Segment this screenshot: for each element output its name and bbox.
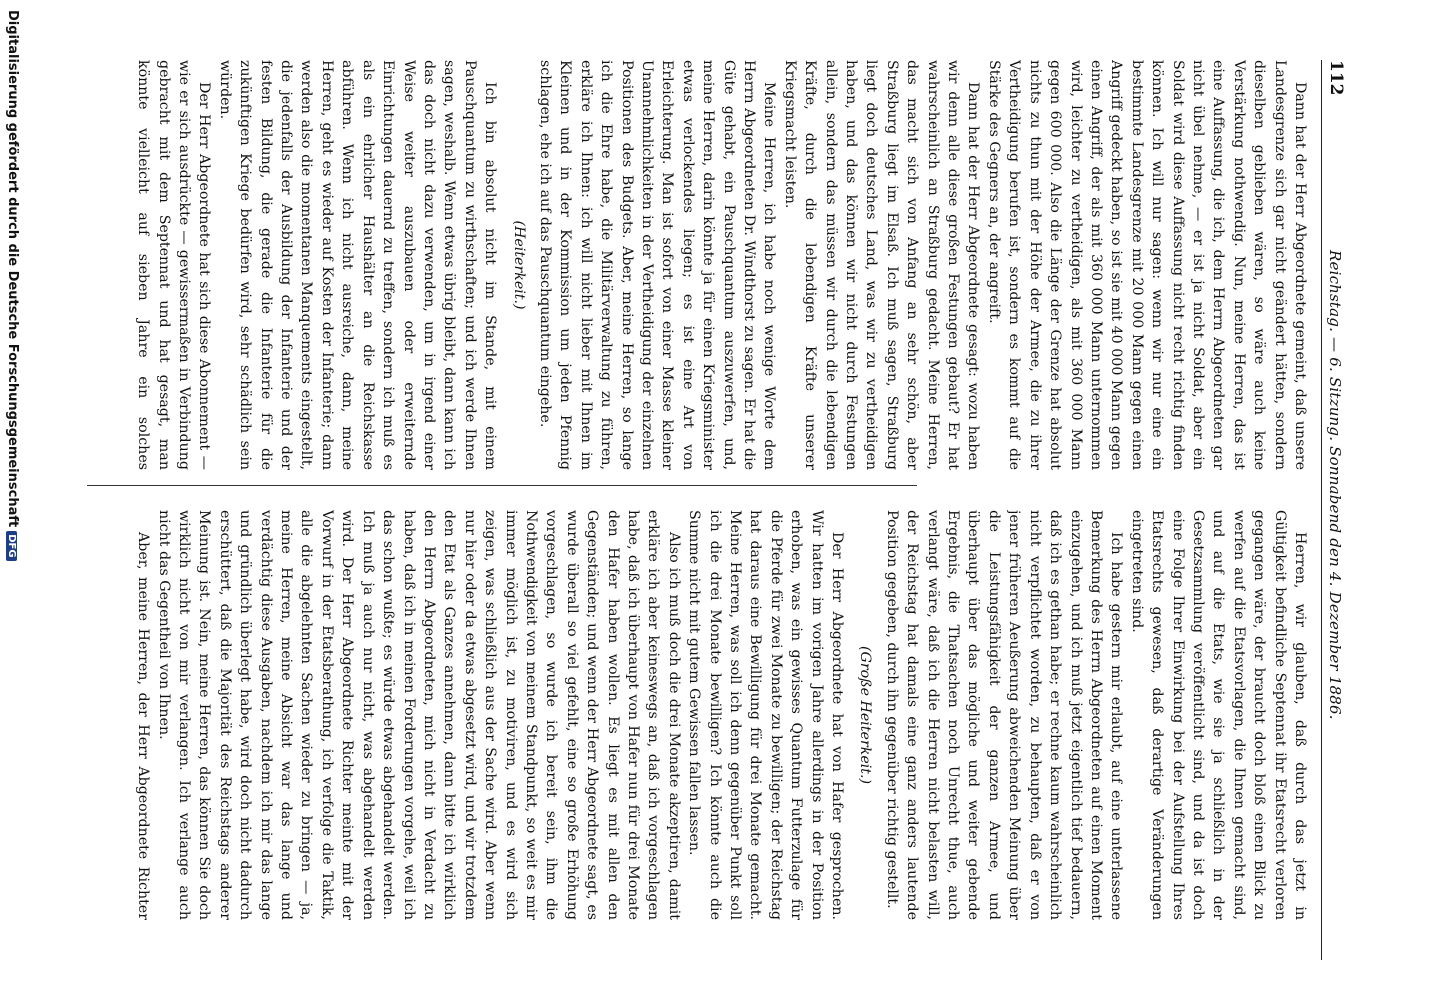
column-divider xyxy=(87,485,917,486)
paragraph: Der Herr Abgeordnete hat sich diese Abonnement — wie er sich ausdrückte — gewissermaßen in Verbindung gebracht mit dem Septennat und hat gesagt, man könnte vielleicht auf sieben Jahre ein solches xyxy=(135,60,213,470)
paragraph: Also ich muß doch die drei Monate akzeptiren, damit erkläre ich aber keineswegs an, daß ich vorgeschlagen habe, daß ich überhaupt von Hafer nun für drei Monate den Hafer haben wollen. Es liegt es mit allen den Gegenständen; und wenn der Herr Abgeordnete sagt, es wurde überall so viel gefehlt, eine so große Erhöhung vorgeschlagen, so wurde ich bereit sein, ihm die Nothwendigkeit von meinem Standpunkt, so weit es mir immer möglich ist, zu motiviren, und es wird sich zeigen, was schließlich aus der Sache wird. Aber wenn nur hier oder da etwas abgesetzt wird, und wir trotzdem den Etat als Ganzes annehmen, dann bitte ich wirklich den Herrn Abgeordneten, mich nicht in Verdacht zu haben, daß ich in meinen Forderungen vorgehe, weil ich das schon wußte; es würde etwas abgehandelt werden. Ich muß ja auch nur nicht, was abgehandelt werden wird. Der Herr Abgeordnete Richter meinte mit der Vorwurf in der Etatsberathung, ich verfolge die Taktik, alle die abgelehnten Sachen wieder zu bringen — ja, meine Herren, meine Absicht war das lange und verdächtig diese Ausgaben, nachdem ich mir das lange und gründlich überlegt habe, wird doch nicht dadurch erschüttert, daß die Majorität des Reichstags anderer Meinung ist. Nein, meine Herren, das können Sie doch wirklich nicht von mir verlangen. Ich verlange auch nicht das Gegentheil von Ihnen. xyxy=(155,510,682,920)
paragraph: Meine Herren, ich habe noch wenige Worte dem Herrn Abgeordneten Dr. Windthorst zu sagen. Er hat die Güte gehabt, ein Pauschquantum auszuwerfen, und, meine Herren, darin könnte ja für einen Kriegsminister etwas verlockendes liegen; es ist eine Art von Erleichterung. Man ist sofort von einer Masse kleiner Unannehmlichkeiten in der Vertheidigung der einzelnen Positionen des Budgets. Aber, meine Herren, so lange ich die Ehre habe, die Militärverwaltung zu führen, erkläre ich Ihnen: ich will nicht lieber mit Ihnen im Kleinen und in der Kommission um jeden Pfennig schlagen, ehe ich auf das Pauschquantum eingehe. xyxy=(536,60,778,470)
paragraph: Herren, wir glauben, daß durch das jetzt in Gültigkeit befindliche Septennat ihr Etatsrecht verloren gegangen wäre, der braucht doch bloß einen Blick zu werfen auf die Etatsvorlagen, die Ihnen gemacht sind, und auf die Etats, wie sie ja schließlich in der Gesetzsammlung veröffentlicht sind, und da ist doch eine Folge Ihrer Einwirkung bei der Aufstellung Ihres Etatsrechts gewesen, daß derartige Veränderungen eingetreten sind. xyxy=(1128,510,1308,920)
paragraph: Aber, meine Herren, der Herr Abgeordnete Richter xyxy=(135,532,152,920)
left-column xyxy=(135,60,1310,470)
page-number: 112 xyxy=(1326,60,1346,96)
paragraph: Der Herr Abgeordnete hat von Hafer gesprochen. Wir hatten im vorigen Jahre allerdings in der Position erhoben, was ein gewisses Quantum Futterzulage für die Pferde für zwei Monate zu bewilligen; der Reichstag hat daraus eine Bewilligung für drei Monate gemacht. Meine Herren, was soll ich denn gegenüber Punkt soll ich die drei Monate bewilligen? Ich könnte auch die Summe nicht mit gutem Gewissen fallen lassen. xyxy=(686,510,846,920)
paragraph: Dann hat der Herr Abgeordnete gemeint, daß unsere Landesgrenze sich gar nicht geändert hätten, sondern dieselben geblieben wären, so wäre auch keine Verstärkung nothwendig. Nun, meine Herren, das ist eine Auffassung, die ich, dem Herrn Abgeordneten gar nicht übel nehme, — er ist ja nicht Soldat, aber ein Soldat wird diese Auffassung nicht recht richtig finden können. Ich will nur sagen: wenn wir nur eine ein bestimmte Landesgrenze mit 20 000 Mann gegen einen Angriff gedeckt haben, so ist sie mit 40 000 Mann gegen einen Angriff, der als mit 360 000 Mann unternommen wird, leichter zu vertheidigen, als mit 360 000 Mann gegen 600 000. Also die Länge der Grenze hat absolut nichts zu thun mit der Höhe der Armee, die zu ihrer Vertheidigung berufen ist, sondern es kommt auf die Stärke des Gegners an, der angreift. xyxy=(985,60,1308,470)
running-head: Reichstag. — 6. Sitzung. Sonnabend den 4. Dezember 1886. xyxy=(1326,250,1344,720)
paragraph: Ich bin absolut nicht im Stande, mit einem Pauschquantum zu wirthschaften; und ich werde Ihnen sagen, weshalb. Wenn etwas übrig bleibt, dann kann ich das doch nicht dazu verwenden, um in irgend einer Weise weiter auszubauen oder erweiternde Einrichtungen dauernd zu treffen, sondern ich muß es als ein ehrlicher Haushälter an die Reichskasse abführen. Wenn ich nicht ausreiche, dann, meine Herren, geht es wieder auf Kosten der Infanterie; dann werden also die momentanen Manquements eingestellt, die jedenfalls der Ausbildung der Infanterie und der festen Bildung, die gerade die Infanterie für die zukünftigen Kriege bedürfen wird, sehr schädlich sein würden. xyxy=(216,60,499,470)
paragraph: Dann hat der Herr Abgeordnete gesagt: wozu haben wir denn alle diese großen Festungen gebaut? Er hat wahrscheinlich an Straßburg gedacht. Meine Herren, das macht sich von Anfang an sehr schön, aber Straßburg liegt im Elsaß. Ich muß sagen, Straßburg liegt doch deutsches Land, was wir zu vertheidigen haben, und das können wir nicht durch Festungen allein, sondern das müssen wir durch die lebendigen Kräfte, durch die lebendigen Kräfte unserer Kriegsmacht leisten. xyxy=(781,60,982,470)
stage-note: (Große Heiterkeit.) xyxy=(857,645,874,785)
stage-note: (Heiterkeit.) xyxy=(510,220,527,310)
dfg-logo: DFG xyxy=(6,531,17,560)
right-column xyxy=(135,510,1310,920)
header-rule xyxy=(1321,60,1322,960)
digitization-credit xyxy=(5,10,20,561)
credit-text: Digitalisierung gefördert durch die Deutsche Forschungsgemeinschaft xyxy=(5,10,20,528)
paragraph: Ich habe gestern mir erlaubt, auf eine unterlassene Bemerkung des Herrn Abgeordneten auf einen Moment einzugehen, und ich muß jetzt eigentlich tief bedauern, daß ich es gethan habe; er rechne kaum wahrscheinlich nicht verpflichtet worden, zu behaupten, daß er von jener früheren Aeußerung abweichenden Meinung über die Leistungsfähigkeit der ganzen Armee, und überhaupt über das mögliche und weiter gebende Ergebnis, die Thatsachen noch Unrecht thue, auch verlangt wäre, daß ich die Herren nicht belasten will, der Reichstag hat damals eine ganz anders lautende Position gegeben, durch ihn gegenüber richtig gestellt. xyxy=(883,510,1125,920)
